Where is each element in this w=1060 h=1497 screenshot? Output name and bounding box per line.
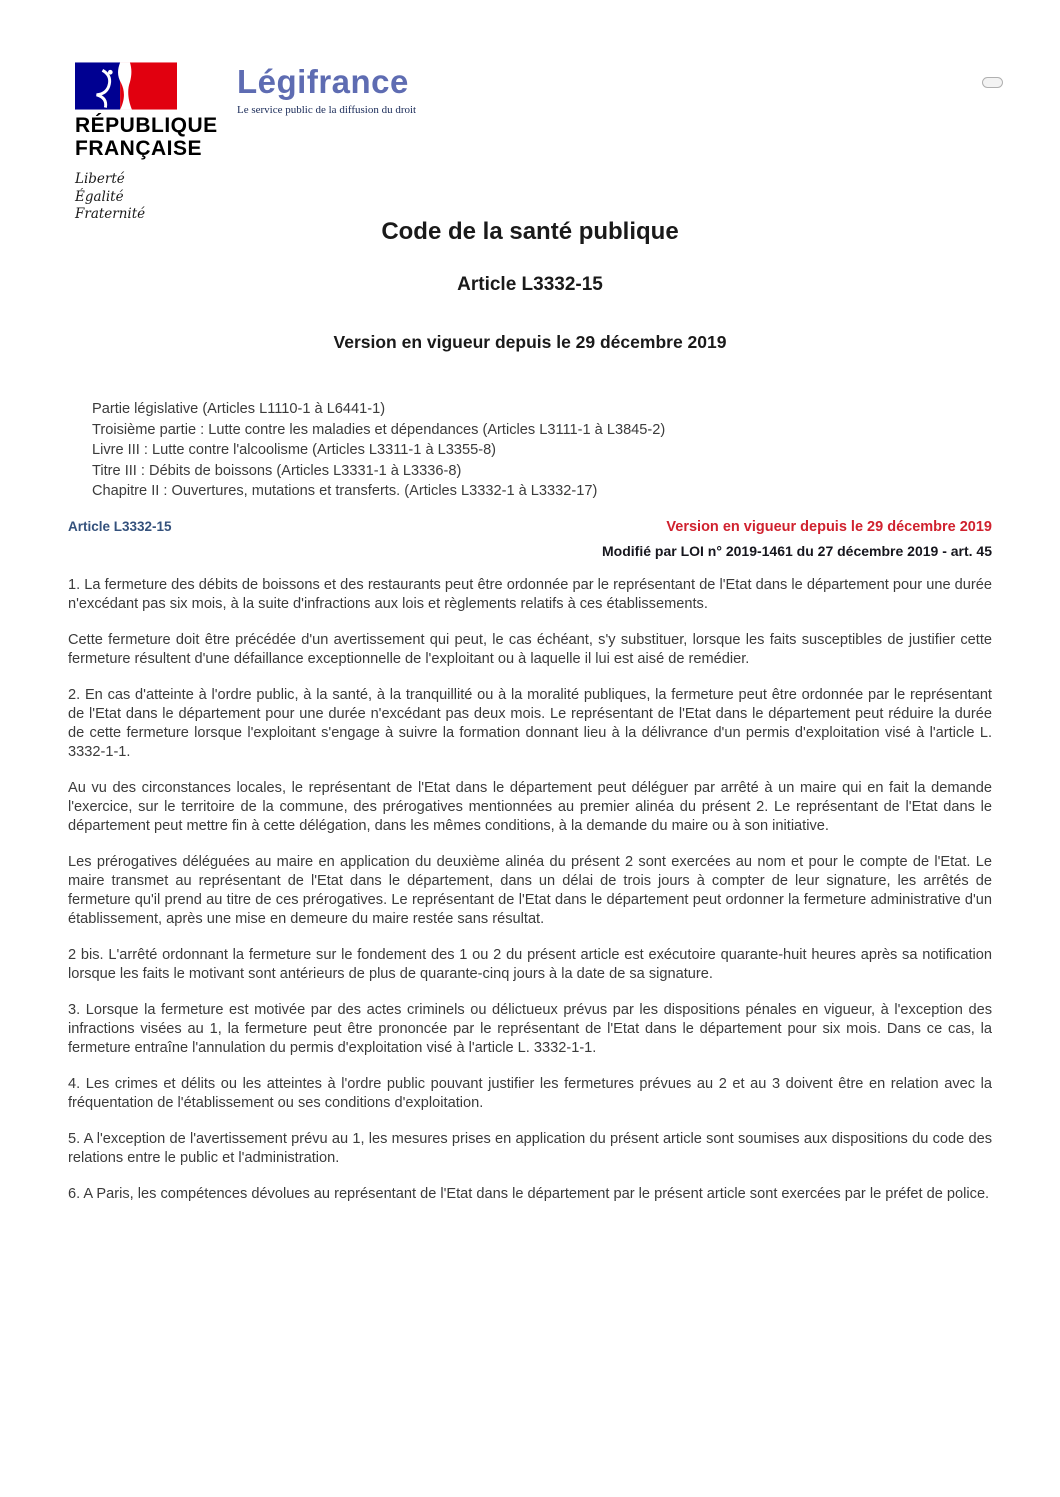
republique-line2: FRANÇAISE (75, 137, 203, 160)
hierarchy-list (92, 399, 992, 502)
republique-line1: RÉPUBLIQUE (75, 114, 218, 137)
legifrance-wordmark: Légifrance (237, 63, 409, 100)
legifrance-tagline: Le service public de la diffusion du droit (237, 104, 417, 116)
article-title: Article L3332-15 (457, 274, 603, 295)
code-title: Code de la santé publique (381, 218, 679, 245)
hierarchy-item-chapitre-ii: Chapitre II : Ouvertures, mutations et transferts. (Articles L3332-1 à L3332-17) (92, 483, 598, 499)
article-paragraph-2-prerogatives: Les prérogatives déléguées au maire en application du deuxième alinéa du présent 2 sont exercées au nom et pour le compte de l'Etat. Le maire transmet au représentant de l'Etat dans le département, dans un délai de trois jours à compter de leur signature, les arrêtés de fermeture qu'il prend au titre de ces prérogatives. Le représentant de l'Etat dans le département peut ordonner la fermeture administrative d'un établissement, après une mise en demeure du maire restée sans résultat. (68, 853, 992, 927)
motto-egalite: Égalité (75, 188, 124, 205)
article-paragraph-2: 2. En cas d'atteinte à l'ordre public, à la santé, à la tranquillité ou à la moralité publiques, la fermeture peut être ordonnée par le représentant de l'Etat dans le département pour une durée n'excédant pas deux mois. Le représentant de l'Etat dans le département peut réduire la durée de cette fermeture lorsque l'exploitant s'engage à suivre la formation donnant lieu à la délivrance d'un permis d'exploitation visé à l'article L. 3332-1-1. (68, 686, 992, 760)
motto-fraternite: Fraternité (75, 206, 146, 222)
article-meta-row (68, 519, 992, 535)
article-paragraph-5: 5. A l'exception de l'avertissement prévu au 1, les mesures prises en application du présent article sont soumises aux dispositions du code des relations entre le public et l'administration. (68, 1130, 992, 1166)
hierarchy-item-partie-legislative: Partie législative (Articles L1110-1 à L6441-1) (92, 401, 386, 417)
article-id-label: Article L3332-15 (68, 518, 172, 534)
hierarchy-item-livre-iii: Livre III : Lutte contre l'alcoolisme (Articles L3311-1 à L3355-8) (92, 442, 497, 458)
article-paragraph-6: 6. A Paris, les compétences dévolues au représentant de l'Etat dans le département par le présent article sont exercées par le préfet de police. (68, 1185, 990, 1202)
article-paragraph-4: 4. Les crimes et délits ou les atteintes à l'ordre public pouvant justifier les fermetures prévues au 2 et au 3 doivent être en relation avec la fréquentation de l'établissement ou ses conditions d'exploitation. (68, 1075, 992, 1111)
hierarchy-item-troisieme-partie: Troisième partie : Lutte contre les maladies et dépendances (Articles L3111-1 à L3845-2) (92, 421, 666, 438)
article-paragraph-2-delegation: Au vu des circonstances locales, le représentant de l'Etat dans le département peut déléguer par arrêté à un maire qui en fait la demande l'exercice, sur le territoire de la commune, des prérogatives mentionnées au premier alinéa du présent 2. Le représentant de l'Etat dans le département peut mettre fin à cette délégation, dans les mêmes conditions, à la demande du maire ou à son initiative. (68, 779, 992, 834)
motto-liberte: Liberté (75, 171, 125, 187)
version-title: Version en vigueur depuis le 29 décembre 2019 (333, 332, 727, 352)
hierarchy-item-titre-iii: Titre III : Débits de boissons (Articles L3331-1 à L3336-8) (92, 462, 462, 479)
article-paragraph-3: 3. Lorsque la fermeture est motivée par des actes criminels ou délictueux prévus par les dispositions pénales en vigueur, à l'exception des infractions visées au 1, la fermeture peut être prononcée par le représentant de l'Etat dans le département pour six mois. Dans ce cas, la fermeture entraîne l'annulation du permis d'exploitation visé à l'article L. 3332-1-1. (68, 1001, 992, 1056)
modified-by-line: Modifié par LOI n° 2019-1461 du 27 décembre 2019 - art. 45 (602, 542, 992, 559)
article-paragraph-1: 1. La fermeture des débits de boissons et des restaurants peut être ordonnée par le représentant de l'Etat dans le département pour une durée n'excédant pas six mois, à la suite d'infractions aux lois et règlements relatifs à ces établissements. (68, 576, 992, 612)
version-status-label: Version en vigueur depuis le 29 décembre 2019 (666, 518, 992, 535)
article-paragraph-1b: Cette fermeture doit être précédée d'un avertissement qui peut, le cas échéant, s'y substituer, lorsque les faits susceptibles de justifier cette fermeture résultent d'une défaillance exceptionnelle de l'exploitant ou à laquelle il lui est aisé de remédier. (68, 631, 992, 667)
article-paragraph-2bis: 2 bis. L'arrêté ordonnant la fermeture sur le fondement des 1 ou 2 du présent article est exécutoire quarante-huit heures après sa notification lorsque les faits le motivant sont antérieurs de plus de quarante-cinq jours à la date de sa signature. (68, 946, 992, 982)
article-body (68, 576, 992, 1204)
